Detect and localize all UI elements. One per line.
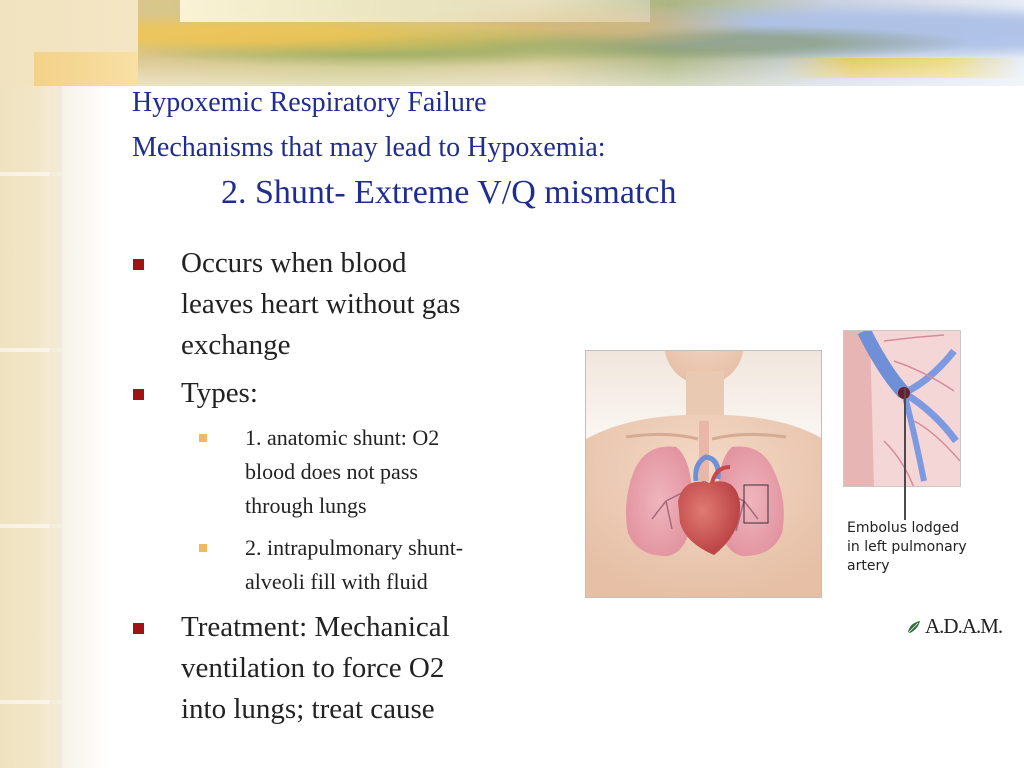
- caption-line: artery: [847, 558, 890, 574]
- slide-title-line1: Hypoxemic Respiratory Failure: [132, 87, 487, 118]
- bullet-text-line: Types:: [181, 377, 258, 409]
- square-bullet-icon: [133, 623, 144, 634]
- left-fade: [50, 80, 110, 768]
- collage-fade: [138, 56, 1024, 86]
- leaf-collage-corner: [34, 52, 138, 86]
- bullet-text-line: Treatment: Mechanical: [181, 611, 450, 643]
- slide-title-line2: Mechanisms that may lead to Hypoxemia:: [132, 132, 606, 163]
- square-bullet-icon: [133, 389, 144, 400]
- collage-pale-overlay: [180, 0, 650, 22]
- sub-bullet-text-line: blood does not pass: [245, 459, 418, 484]
- bullet-text-line: Occurs when blood: [181, 247, 407, 279]
- small-square-bullet-icon: [199, 544, 207, 552]
- caption-line: in left pulmonary: [847, 539, 967, 555]
- sub-bullet-text-line: 1. anatomic shunt: O2: [245, 425, 440, 450]
- figure-caption: [847, 519, 967, 576]
- sub-bullet-text-line: through lungs: [245, 493, 367, 518]
- bullet-text-line: into lungs; treat cause: [181, 693, 435, 725]
- bullet-text-line: leaves heart without gas: [181, 288, 461, 320]
- adam-logo-text: A.D.A.M.: [925, 614, 1003, 638]
- embolus-inset-drawing: [844, 331, 961, 487]
- caption-line: Embolus lodged: [847, 520, 960, 536]
- slide-subtitle: 2. Shunt- Extreme V/Q mismatch: [221, 174, 677, 211]
- sub-bullet-text-line: 2. intrapulmonary shunt-: [245, 535, 464, 560]
- bullet-text-line: exchange: [181, 329, 291, 361]
- chest-anatomy-drawing: [586, 351, 822, 598]
- sub-bullet-text-line: alveoli fill with fluid: [245, 569, 428, 594]
- embolus-inset-illustration: [843, 330, 961, 487]
- small-square-bullet-icon: [199, 434, 207, 442]
- adam-logo: [906, 614, 1002, 639]
- adam-leaf-logo-icon: [906, 619, 922, 635]
- chest-anatomy-illustration: [585, 350, 822, 598]
- caption-leader-line: [904, 388, 906, 520]
- square-bullet-icon: [133, 259, 144, 270]
- bullet-text-line: ventilation to force O2: [181, 652, 445, 684]
